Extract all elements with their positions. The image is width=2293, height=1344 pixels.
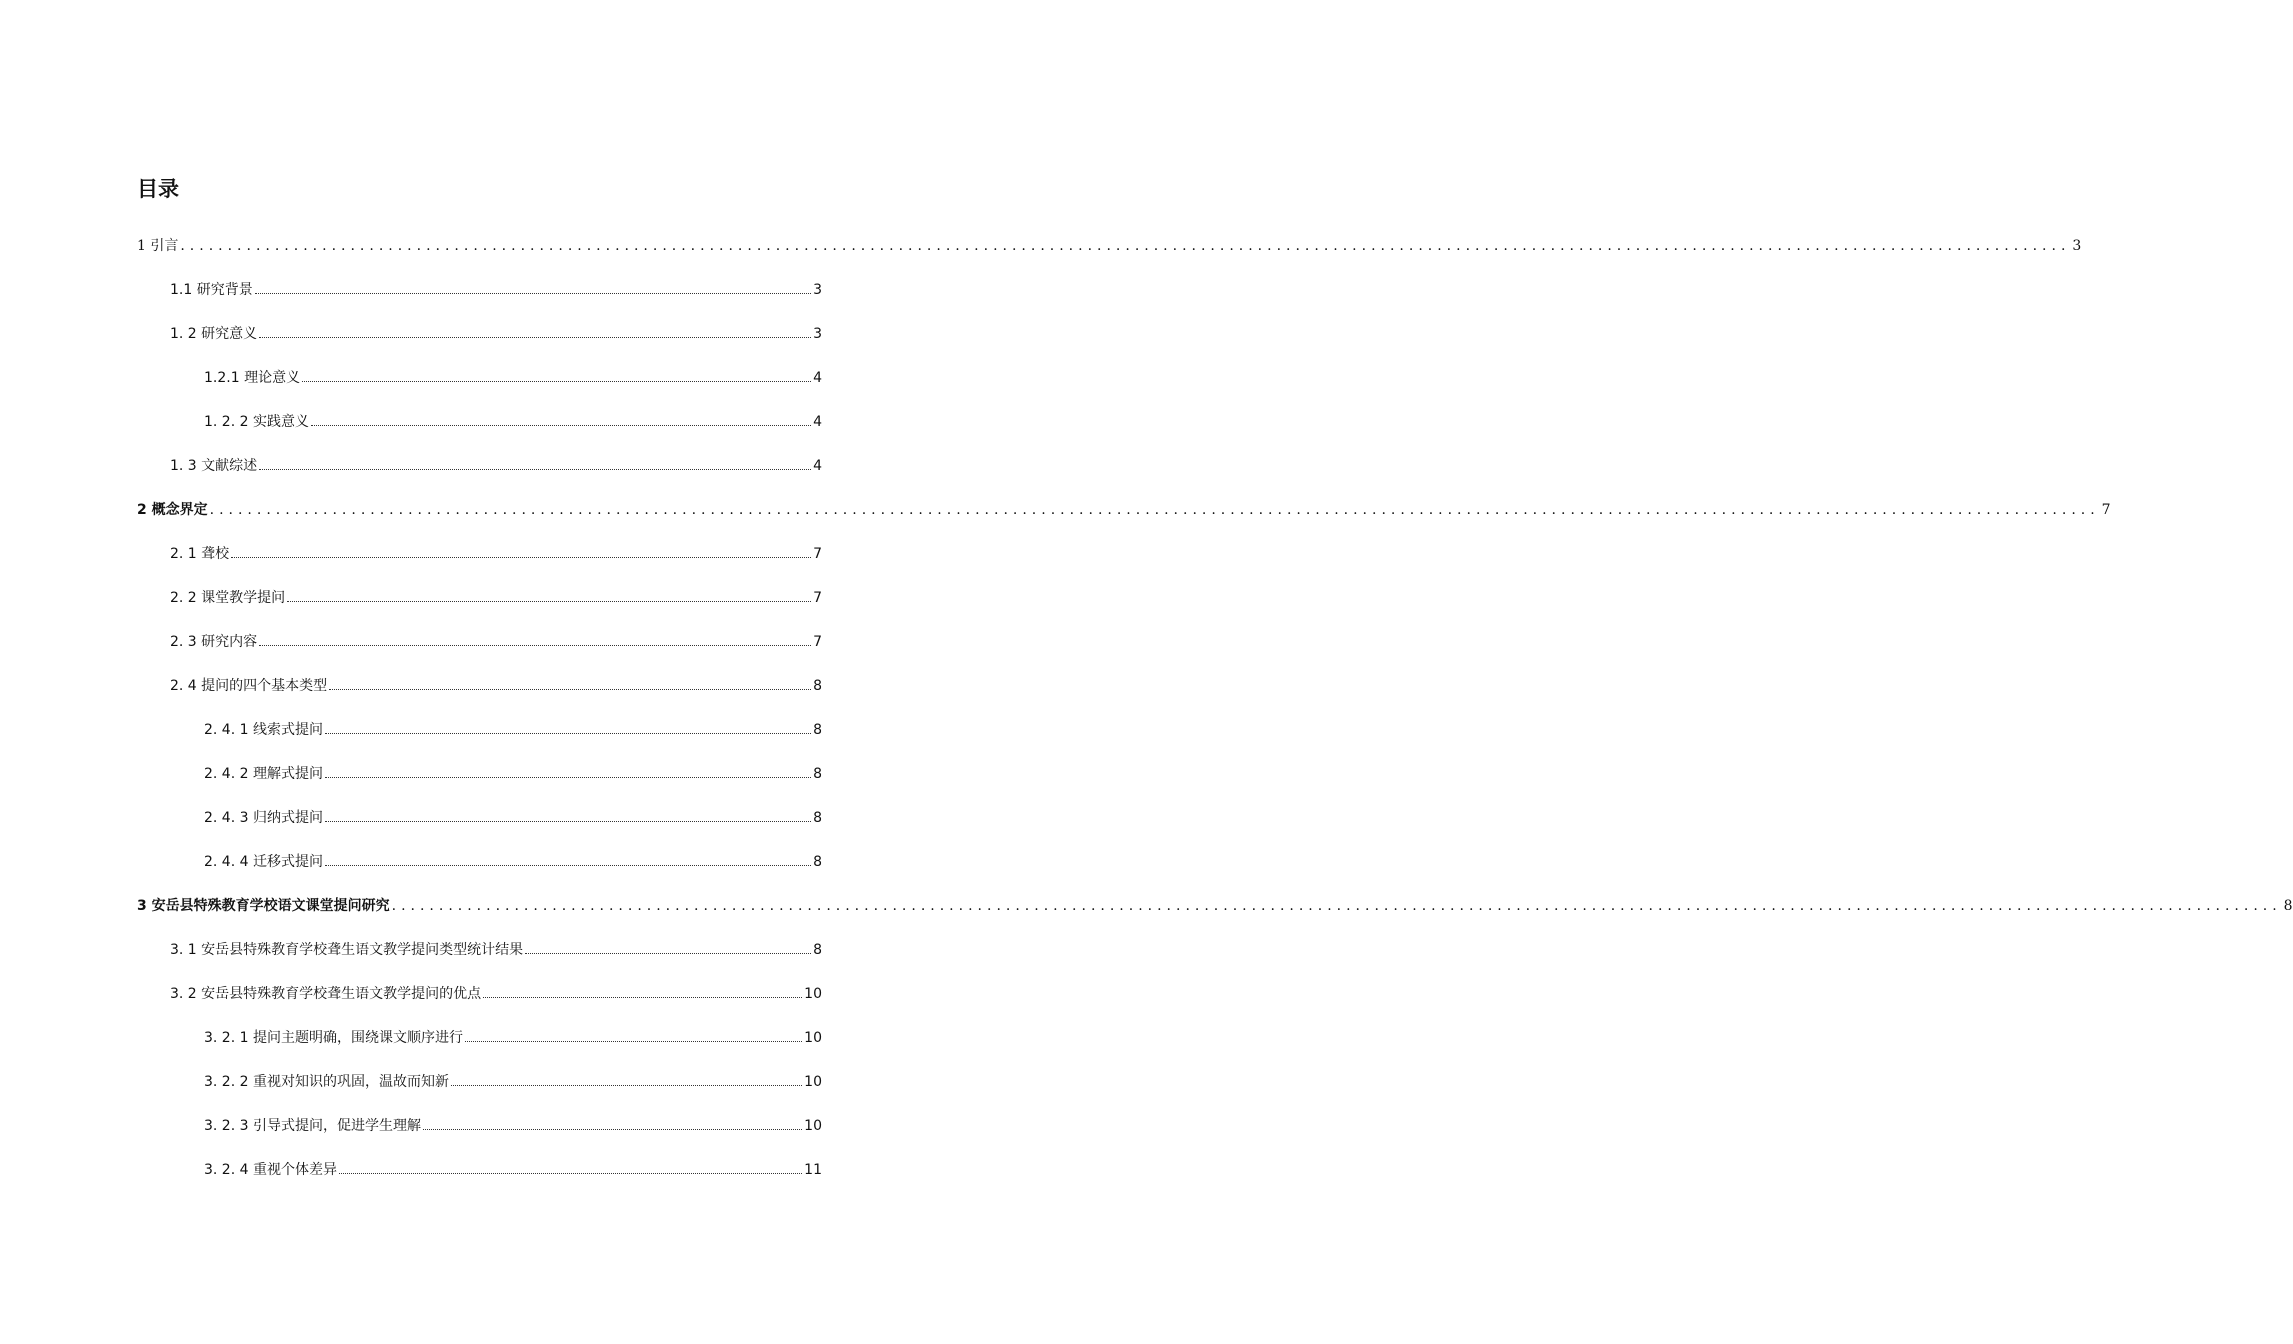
- toc-entry[interactable]: [204, 1070, 822, 1094]
- toc-page-number: 10: [804, 986, 822, 1002]
- toc-page-number: 10: [804, 1074, 822, 1090]
- toc-dot-leader: ........................................................................................................................................................................................................: [391, 898, 2282, 914]
- toc-entry[interactable]: [204, 410, 822, 434]
- toc-entry-label: 2. 3 研究内容: [170, 634, 258, 650]
- toc-entry-label: 2. 2 课堂教学提问: [170, 590, 286, 606]
- toc-entry-label: 2. 1 聋校: [170, 546, 230, 562]
- toc-entry[interactable]: [170, 278, 822, 302]
- toc-entry-label: 1. 2 研究意义: [170, 326, 258, 342]
- toc-dot-leader: [311, 424, 811, 426]
- toc-page-number: 3: [2072, 238, 2082, 254]
- toc-dot-leader: [325, 864, 811, 866]
- toc-entry-label: 3. 2. 1 提问主题明确，围绕课文顺序进行: [204, 1030, 463, 1046]
- toc-entry-label: 2. 4 提问的四个基本类型: [170, 678, 328, 694]
- toc-entry[interactable]: [170, 322, 822, 346]
- toc-entry[interactable]: [137, 894, 2293, 918]
- toc-entry[interactable]: [170, 454, 822, 478]
- toc-page-number: 8: [813, 766, 822, 782]
- toc-dot-leader: [465, 1040, 802, 1042]
- toc-dot-leader: [287, 600, 811, 602]
- toc-entry[interactable]: [170, 938, 822, 962]
- toc-page-number: 3: [813, 326, 822, 342]
- toc-entry-label: 1.1 研究背景: [170, 282, 253, 298]
- toc-dot-leader: ........................................................................................................................................................................................................: [209, 502, 2100, 518]
- toc-dot-leader: [231, 556, 811, 558]
- toc-page-number: 8: [813, 854, 822, 870]
- toc-entry[interactable]: [204, 850, 822, 874]
- toc-entry-label: 3 安岳县特殊教育学校语文课堂提问研究: [137, 898, 390, 914]
- toc-entry-label: 1. 2. 2 实践意义: [204, 414, 309, 430]
- toc-entry[interactable]: [204, 762, 822, 786]
- toc-entry-label: 3. 2 安岳县特殊教育学校聋生语文教学提问的优点: [170, 986, 482, 1002]
- toc-entry-label: 3. 2. 4 重视个体差异: [204, 1162, 337, 1178]
- toc-entry[interactable]: [204, 1158, 822, 1182]
- toc-entry-label: 1. 3 文献综述: [170, 458, 258, 474]
- toc-page-number: 4: [813, 458, 822, 474]
- toc-dot-leader: [423, 1128, 802, 1130]
- toc-entry-label: 2 概念界定: [137, 502, 208, 518]
- toc-dot-leader: [329, 688, 811, 690]
- toc-title: 目录: [137, 177, 179, 201]
- toc-dot-leader: [325, 732, 811, 734]
- toc-page-number: 8: [813, 810, 822, 826]
- toc-page-number: 8: [813, 942, 822, 958]
- toc-dot-leader: [259, 644, 811, 646]
- toc-page-number: 7: [813, 546, 822, 562]
- toc-entry[interactable]: [170, 630, 822, 654]
- toc-dot-leader: [325, 776, 811, 778]
- toc-page-number: 7: [813, 590, 822, 606]
- toc-dot-leader: [255, 292, 811, 294]
- toc-dot-leader: ........................................................................................................................................................................................................: [180, 238, 2071, 254]
- toc-dot-leader: [451, 1084, 802, 1086]
- toc-entry-label: 2. 4. 3 归纳式提问: [204, 810, 323, 826]
- toc-page-number: 3: [813, 282, 822, 298]
- toc-entry-label: 2. 4. 4 迁移式提问: [204, 854, 323, 870]
- toc-dot-leader: [325, 820, 811, 822]
- toc-entry[interactable]: [204, 806, 822, 830]
- toc-entry-label: 1.2.1 理论意义: [204, 370, 301, 386]
- toc-entry-label: 3. 2. 2 重视对知识的巩固，温故而知新: [204, 1074, 449, 1090]
- toc-entry[interactable]: [170, 586, 822, 610]
- toc-dot-leader: [302, 380, 811, 382]
- toc-page-number: 7: [813, 634, 822, 650]
- toc-entry[interactable]: [204, 1114, 822, 1138]
- toc-page-number: 8: [2283, 898, 2293, 914]
- toc-entry[interactable]: [204, 718, 822, 742]
- toc-page-number: 11: [804, 1162, 822, 1178]
- toc-dot-leader: [483, 996, 802, 998]
- toc-page-number: 4: [813, 370, 822, 386]
- toc-entry[interactable]: [204, 366, 822, 390]
- toc-entry-label: 3. 1 安岳县特殊教育学校聋生语文教学提问类型统计结果: [170, 942, 524, 958]
- toc-entry-label: 1 引言: [137, 238, 179, 254]
- toc-page-number: 8: [813, 722, 822, 738]
- toc-page-number: 10: [804, 1118, 822, 1134]
- toc-entry[interactable]: [137, 234, 2082, 258]
- toc-page-number: 7: [2101, 502, 2111, 518]
- toc-entry[interactable]: [170, 982, 822, 1006]
- toc-dot-leader: [259, 468, 811, 470]
- toc-entry[interactable]: [170, 674, 822, 698]
- toc-dot-leader: [339, 1172, 802, 1174]
- toc-page-number: 8: [813, 678, 822, 694]
- toc-page-number: 4: [813, 414, 822, 430]
- toc-entry-label: 2. 4. 2 理解式提问: [204, 766, 323, 782]
- toc-entry-label: 2. 4. 1 线索式提问: [204, 722, 323, 738]
- toc-entry[interactable]: [204, 1026, 822, 1050]
- toc-dot-leader: [259, 336, 811, 338]
- toc-entry[interactable]: [137, 498, 2111, 522]
- toc-entry-label: 3. 2. 3 引导式提问，促进学生理解: [204, 1118, 421, 1134]
- toc-entry[interactable]: [170, 542, 822, 566]
- toc-page-number: 10: [804, 1030, 822, 1046]
- toc-dot-leader: [525, 952, 811, 954]
